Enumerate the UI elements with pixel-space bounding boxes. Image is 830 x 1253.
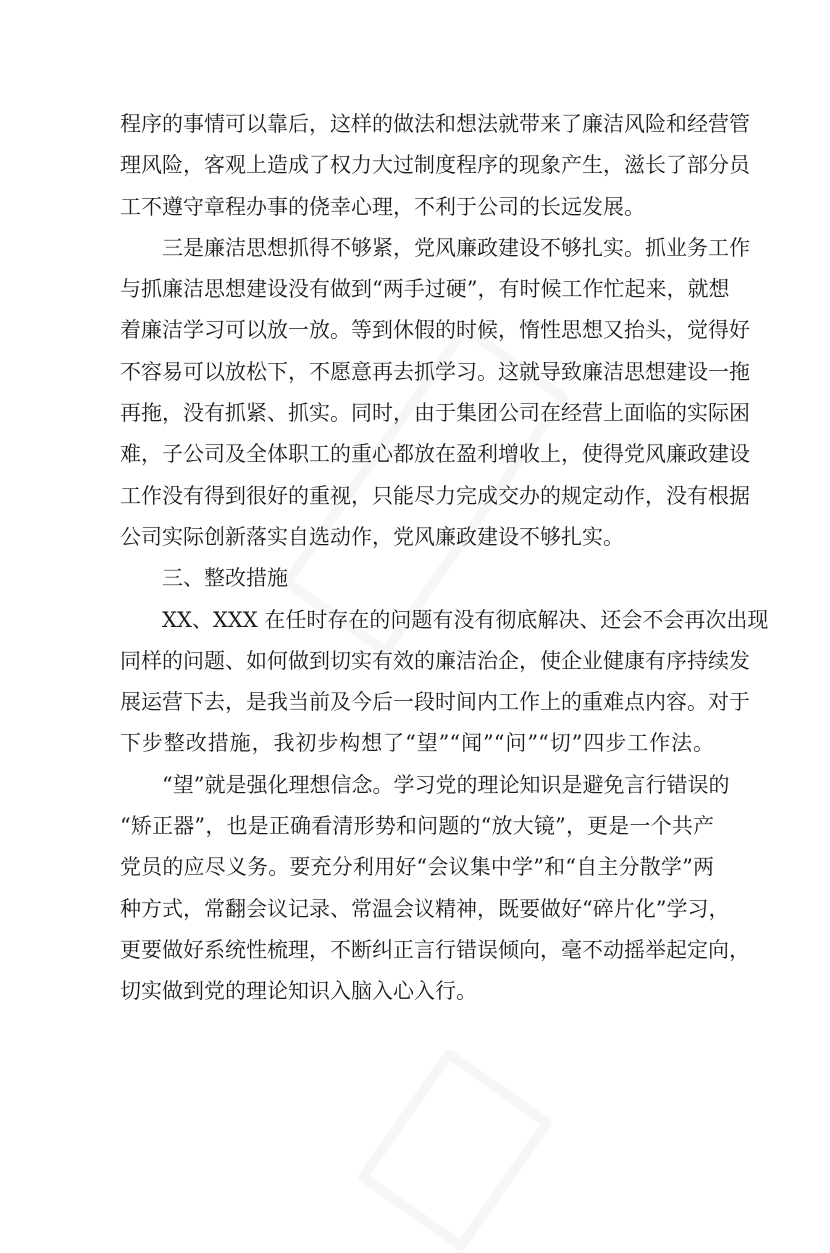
text-line: 种方式，常翻会议记录、常温会议精神，既要做好“碎片化”学习， (120, 896, 730, 921)
text-line: “矫正器”，也是正确看清形势和问题的“放大镜”，更是一个共产 (120, 814, 714, 839)
text-line: 公司实际创新落实自选动作，党风廉政建设不够扎实。 (120, 524, 624, 549)
text-line: 工作没有得到很好的重视，只能尽力完成交办的规定动作，没有根据 (120, 483, 750, 508)
text-line: 不容易可以放松下，不愿意再去抓学习。这就导致廉洁思想建设一拖 (120, 359, 750, 384)
paragraph (120, 104, 750, 228)
text-line: 同样的问题、如何做到切实有效的廉洁治企，使企业健康有序持续发 (120, 648, 750, 673)
text-line: 工不遵守章程办事的侥幸心理，不利于公司的长远发展。 (120, 194, 645, 219)
paragraph (120, 228, 750, 558)
text-line: “望”就是强化理想信念。学习党的理论知识是避免言行错误的 (162, 772, 730, 797)
text-line: 党员的应尽义务。要充分利用好“会议集中学”和“自主分散学”两 (120, 855, 714, 880)
text-line: 着廉洁学习可以放一放。等到休假的时候，惰性思想又抬头，觉得好 (120, 318, 750, 343)
paragraph (120, 765, 750, 1013)
text-line: 与抓廉洁思想建设没有做到“两手过硬”，有时候工作忙起来，就想 (120, 277, 730, 302)
text-line: 再拖，没有抓紧、抓实。同时，由于集团公司在经营上面临的实际困 (120, 401, 750, 426)
watermark (356, 1047, 554, 1253)
text-line: 更要做好系统性梳理，不断纠正言行错误倾向，毫不动摇举起定向， (120, 937, 750, 962)
paragraph (120, 600, 769, 765)
text-line: 展运营下去，是我当前及今后一段时间内工作上的重难点内容。对于 (120, 690, 750, 715)
section-heading (120, 558, 714, 599)
text-line: 下步整改措施，我初步构想了“望”“闻”“问”“切”四步工作法。 (120, 731, 714, 756)
text-line: 理风险，客观上造成了权力大过制度程序的现象产生，滋长了部分员 (120, 153, 750, 178)
document-page (120, 104, 769, 1013)
text-line: 程序的事情可以靠后，这样的做法和想法就带来了廉洁风险和经营管 (120, 112, 750, 136)
text-line: 三是廉洁思想抓得不够紧，党风廉政建设不够扎实。抓业务工作 (162, 235, 750, 260)
text-line: 难，子公司及全体职工的重心都放在盈利增收上，使得党风廉政建设 (120, 442, 750, 467)
text-line: XX、XXX 在任时存在的问题有没有彻底解决、还会不会再次出现 (162, 607, 769, 632)
heading-text: 三、整改措施 (162, 566, 288, 591)
text-line: 切实做到党的理论知识入脑入心入行。 (120, 979, 477, 1004)
